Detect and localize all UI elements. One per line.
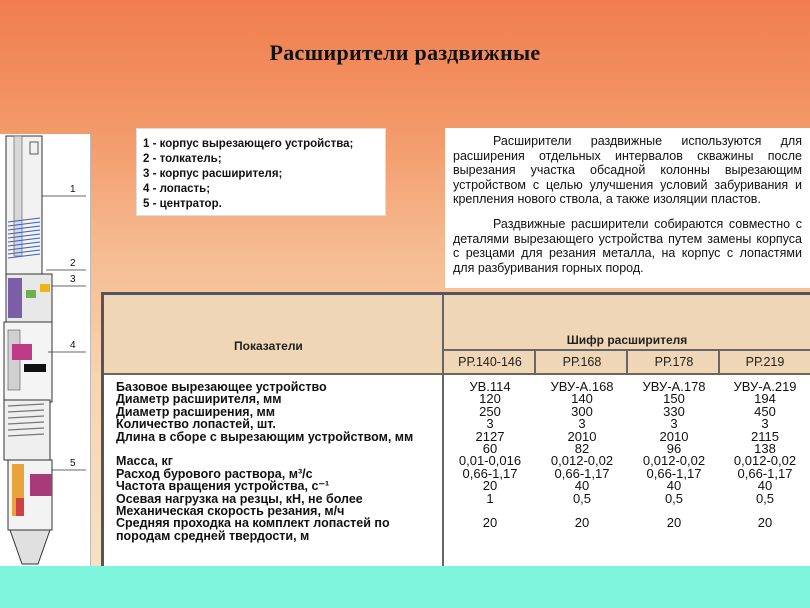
callout-3: 3: [70, 274, 76, 285]
table-cell: 0,012-0,02: [550, 453, 614, 469]
row-label: Частота вращения устройства, с⁻¹: [116, 479, 330, 494]
table-divider: [626, 351, 628, 375]
callout-1: 1: [70, 184, 76, 195]
table-cell: 194: [754, 391, 776, 407]
table-cell: УВУ-А.168: [550, 379, 614, 394]
table-cell: 150: [663, 391, 685, 407]
table-cell: 60: [482, 440, 498, 456]
row-label: Базовое вырезающее устройство: [116, 380, 327, 394]
callout-5: 5: [70, 458, 76, 469]
table-cell: 0,66-1,17: [462, 465, 518, 481]
table-cell: 250: [479, 403, 501, 419]
description-paragraph: Раздвижные расширители собираются совместно с деталями вырезающего устройства путем замены корпуса с резцами для резания металла, на корпус с лопастями для разбуривания горных пород.: [453, 216, 802, 275]
table-cell: 330: [663, 403, 685, 419]
column-model-3: [628, 381, 720, 530]
table-cell: 20: [574, 515, 590, 531]
table-cell: 20: [666, 515, 682, 531]
table-cell: 300: [571, 403, 593, 419]
table-cell: 138: [754, 440, 776, 456]
column-model-1: [444, 381, 536, 530]
table-cell: УВ.114: [469, 379, 511, 394]
table-cell: 82: [574, 440, 590, 456]
legend-item: 3 - корпус расширителя;: [143, 168, 283, 180]
description-box: [445, 128, 810, 288]
header-cipher: Шифр расширителя: [566, 333, 688, 347]
table-cell: 96: [666, 440, 682, 456]
model-header: РР.178: [654, 355, 694, 369]
row-label: Механическая скорость резания, м/ч: [116, 503, 345, 518]
row-label: Диаметр расширения, мм: [116, 404, 276, 419]
table-cell: 0,01-0,016: [458, 453, 522, 469]
table-cell: 2115: [751, 428, 779, 444]
table-cell: 2127: [475, 428, 505, 444]
table-cell: 140: [571, 391, 593, 407]
row-label: Средняя проходка на комплект лопастей по: [116, 516, 390, 531]
table-cell: УВУ-А.219: [733, 379, 797, 394]
table-cell: 450: [754, 403, 776, 419]
model-header: РР.168: [562, 355, 602, 369]
description-paragraph: Расширители раздвижные используются для расширения отдельных интервалов скважины после вырезания участка обсадной колонны вырезающим устройством с целью улучшения условий забуривания и крепления нового ствола, а также изоляции пластов.: [453, 134, 802, 207]
row-label: Количество лопастей, шт.: [116, 417, 276, 432]
column-model-2: [536, 381, 628, 530]
legend-item: 1 - корпус вырезающего устройства;: [143, 138, 354, 150]
table-cell: 3: [761, 416, 769, 432]
row-labels: [116, 381, 413, 542]
slide-title: Расширители раздвижные: [269, 40, 541, 65]
reamer-drawing-svg: [0, 134, 90, 566]
table-cell: 20: [482, 478, 498, 494]
table-cell: 0,5: [572, 490, 592, 506]
table-cell: 0,012-0,02: [642, 453, 706, 469]
table-cell: 20: [757, 515, 773, 531]
table-cell: 20: [482, 515, 498, 531]
table-cell: 0,66-1,17: [554, 465, 610, 481]
row-label: Длина в сборе с вырезающим устройством, мм: [116, 429, 414, 444]
model-header: РР.219: [745, 355, 785, 369]
column-model-4: [720, 381, 810, 530]
table-cell: 0,5: [664, 490, 684, 506]
table-cell: 40: [666, 478, 682, 494]
parts-legend: [136, 128, 386, 216]
row-label: Масса, кг: [116, 454, 173, 469]
table-cell: УВУ-А.178: [642, 379, 706, 394]
table-cell: 3: [578, 416, 586, 432]
table-cell: 0,012-0,02: [733, 453, 797, 469]
table-cell: 2010: [659, 428, 689, 444]
legend-item: 2 - толкатель;: [143, 153, 222, 165]
bottom-band: [0, 566, 810, 608]
legend-item: 4 - лопасть;: [143, 183, 211, 195]
row-label: Расход бурового раствора, м³/с: [116, 466, 313, 481]
specs-table: [101, 292, 810, 566]
header-indicators: Показатели: [234, 339, 303, 353]
model-header: РР.140-146: [458, 355, 522, 369]
table-cell: 120: [479, 391, 501, 407]
row-label: Осевая нагрузка на резцы, кН, не более: [116, 491, 363, 506]
table-divider: [534, 351, 536, 375]
table-cell: 3: [670, 416, 678, 432]
reamer-drawing: [0, 134, 91, 566]
table-divider: [442, 349, 810, 351]
table-cell: 3: [486, 416, 494, 432]
table-divider: [104, 373, 810, 375]
table-cell: 40: [574, 478, 590, 494]
row-label: Диаметр расширителя, мм: [116, 392, 282, 407]
table-cell: 0,5: [755, 490, 775, 506]
table-cell: 2010: [567, 428, 597, 444]
table-cell: 0,66-1,17: [737, 465, 793, 481]
legend-item: 5 - центратор.: [143, 198, 222, 210]
table-cell: 1: [486, 490, 494, 506]
table-cell: 40: [757, 478, 773, 494]
row-label: породам средней твердости, м: [116, 528, 310, 543]
callout-4: 4: [70, 340, 76, 351]
table-divider: [718, 351, 720, 375]
callout-2: 2: [70, 258, 76, 269]
table-cell: 0,66-1,17: [646, 465, 702, 481]
